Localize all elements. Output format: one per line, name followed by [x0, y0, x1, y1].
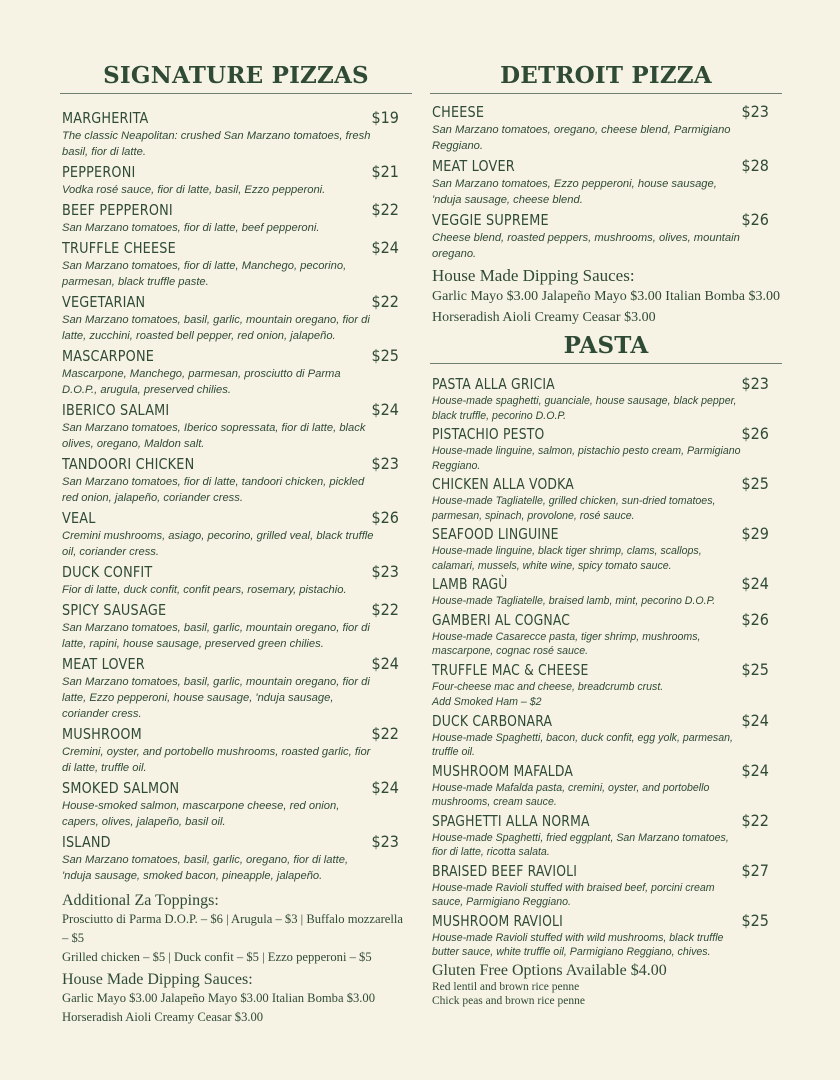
- menu-item: [62, 724, 412, 776]
- menu-item-description: Cremini, oyster, and portobello mushrooms, roasted garlic, fior di latte, truffle oil.: [62, 746, 371, 774]
- menu-item: [62, 238, 412, 290]
- menu-item-price: $24: [371, 238, 400, 257]
- toppings-title: Additional Za Toppings:: [62, 892, 219, 909]
- menu-item-description: House-smoked salmon, mascarpone cheese, red onion, capers, olives, jalapeño, basil oil.: [62, 800, 340, 828]
- menu-item-header: [62, 238, 412, 257]
- menu-item: [62, 600, 412, 652]
- menu-item-price: $24: [741, 760, 770, 780]
- menu-item-price: $24: [371, 400, 400, 419]
- menu-item-description: House-made Ravioli stuffed with braised beef, porcini cream sauce, Parmigiano Reggiano.: [432, 881, 715, 908]
- menu-item-name: PISTACHIO PESTO: [432, 425, 545, 443]
- menu-item-name: ISLAND: [62, 833, 111, 851]
- menu-item-price: $19: [371, 108, 400, 127]
- menu-item-name: MUSHROOM RAVIOLI: [432, 911, 563, 930]
- menu-item: [432, 610, 782, 659]
- right-sauces-text: Garlic Mayo $3.00 Jalapeño Mayo $3.00 Italian Bomba $3.00 Horseradish Aioli Creamy Ceasar $3.00: [432, 289, 780, 325]
- menu-item: [62, 162, 412, 198]
- toppings-line-1: Prosciutto di Parma D.O.P. – $6 | Arugula – $3 | Buffalo mozzarella – $5: [62, 912, 403, 945]
- menu-item-name: CHEESE: [432, 103, 485, 121]
- menu-item-header: [432, 424, 782, 443]
- menu-item-description: House-made linguine, black tiger shrimp, clams, scallops, calamari, mussels, white wine, spicy tomato sauce.: [432, 545, 702, 572]
- menu-item-name: IBERICO SALAMI: [62, 401, 170, 419]
- menu-item-name: MUSHROOM: [62, 725, 142, 743]
- menu-item-header: [62, 562, 412, 581]
- menu-item-description: House-made Casarecce pasta, tiger shrimp, mushrooms, mascarpone, cognac rosé sauce.: [432, 630, 701, 657]
- gluten-free-option-2: Chick peas and brown rice penne: [432, 994, 585, 1007]
- menu-item: [62, 454, 412, 506]
- menu-item-header: [432, 102, 782, 121]
- menu-item: [62, 562, 412, 598]
- menu-item-price: $21: [371, 162, 400, 181]
- menu-item-price: $27: [741, 860, 770, 880]
- toppings-line-2: Grilled chicken – $5 | Duck confit – $5 | Ezzo pepperoni – $5: [62, 950, 372, 964]
- menu-item-price: $23: [371, 832, 400, 851]
- menu-item-price: $24: [371, 778, 400, 797]
- menu-item-description: San Marzano tomatoes, fior di latte, Manchego, pecorino, parmesan, black truffle paste.: [62, 260, 347, 288]
- menu-item-name: MEAT LOVER: [432, 157, 515, 175]
- menu-item-name: MUSHROOM MAFALDA: [432, 761, 574, 780]
- detroit-pizza-title: DETROIT PIZZA: [430, 62, 782, 94]
- menu-item-name: MEAT LOVER: [62, 655, 145, 673]
- menu-item-price: $22: [371, 292, 400, 311]
- menu-item-description: Fior di latte, duck confit, confit pears, rosemary, pistachio.: [62, 584, 347, 596]
- menu-item-name: TRUFFLE CHEESE: [62, 239, 176, 257]
- menu-item-description: San Marzano tomatoes, fior di latte, beef pepperoni.: [62, 222, 320, 234]
- menu-item: [432, 524, 782, 573]
- menu-item-header: [432, 374, 782, 393]
- menu-item-description: House-made Mafalda pasta, cremini, oyster, and portobello mushrooms, cream sauce.: [432, 781, 710, 808]
- menu-item-price: $22: [371, 724, 400, 743]
- menu-item: [432, 102, 782, 154]
- menu-item: [432, 474, 782, 523]
- signature-pizzas-column: [60, 0, 412, 1027]
- menu-item-name: VEGETARIAN: [62, 293, 146, 311]
- menu-item-header: [432, 474, 782, 493]
- menu-item: [432, 574, 782, 609]
- menu-item-header: [62, 724, 412, 743]
- menu-item-price: $26: [741, 424, 770, 443]
- left-sauces-text: Garlic Mayo $3.00 Jalapeño Mayo $3.00 Italian Bomba $3.00 Horseradish Aioli Creamy Ceasar $3.00: [62, 991, 376, 1024]
- menu-item-price: $23: [741, 374, 770, 393]
- right-column: [430, 0, 782, 1008]
- menu-item-description: Vodka rosé sauce, fior di latte, basil, Ezzo pepperoni.: [62, 184, 326, 196]
- menu-item-price: $29: [741, 524, 770, 543]
- menu-item-name: BRAISED BEEF RAVIOLI: [432, 861, 578, 880]
- menu-item: [62, 400, 412, 452]
- menu-item-name: LAMB RAGÙ: [432, 575, 508, 593]
- gluten-free-title: Gluten Free Options Available $4.00: [432, 961, 667, 979]
- menu-item-name: BEEF PEPPERONI: [62, 201, 173, 219]
- menu-item: [432, 761, 782, 810]
- menu-item-price: $28: [741, 156, 770, 175]
- left-sauces-title: House Made Dipping Sauces:: [62, 971, 253, 988]
- menu-item-name: PASTA ALLA GRICIA: [432, 375, 555, 393]
- menu-item: [62, 346, 412, 398]
- menu-item: [432, 210, 782, 262]
- menu-item-header: [62, 292, 412, 311]
- menu-item: [432, 424, 782, 473]
- menu-item-description: San Marzano tomatoes, basil, garlic, mountain oregano, fior di latte, zucchini, roasted bell pepper, red onion, jalapeño.: [62, 314, 370, 342]
- menu-item-header: [62, 400, 412, 419]
- menu-item-name: MASCARPONE: [62, 347, 155, 365]
- menu-item-description: San Marzano tomatoes, basil, garlic, mountain oregano, fior di latte, rapini, house sausage, preserved green chilies.: [62, 622, 370, 650]
- menu-item-header: [62, 454, 412, 473]
- menu-item-price: $24: [371, 654, 400, 673]
- menu-item-description: House-made Spaghetti, fried eggplant, San Marzano tomatoes, fior di latte, ricotta salata.: [432, 831, 729, 858]
- menu-item-price: $26: [371, 508, 400, 527]
- menu-item-price: $25: [741, 474, 770, 493]
- menu-item-header: [62, 600, 412, 619]
- menu-item-description: San Marzano tomatoes, oregano, cheese blend, Parmigiano Reggiano.: [432, 124, 731, 152]
- menu-item-price: $26: [741, 210, 770, 229]
- menu-item-description: House-made linguine, salmon, pistachio pesto cream, Parmigiano Reggiano.: [432, 445, 741, 472]
- menu-item-price: $23: [371, 562, 400, 581]
- pasta-list: [430, 374, 782, 960]
- menu-item-name: PEPPERONI: [62, 163, 136, 181]
- menu-item: [432, 374, 782, 423]
- menu-item: [62, 292, 412, 344]
- menu-item-price: $23: [371, 454, 400, 473]
- menu-item-description: Mascarpone, Manchego, parmesan, prosciutto di Parma D.O.P., arugula, preserved chilies.: [62, 368, 341, 396]
- menu-item-header: [432, 861, 782, 880]
- menu-item-header: [432, 524, 782, 543]
- menu-item-description: House-made Tagliatelle, braised lamb, mint, pecorino D.O.P.: [432, 595, 716, 607]
- menu-item-header: [62, 778, 412, 797]
- menu-item-name: MARGHERITA: [62, 109, 149, 127]
- menu-item-price: $25: [741, 659, 770, 679]
- menu-item-header: [432, 711, 782, 730]
- menu-item-extra: Add Smoked Ham – $2: [432, 696, 542, 708]
- signature-pizzas-title: SIGNATURE PIZZAS: [60, 62, 412, 94]
- menu-item-price: $26: [741, 609, 770, 629]
- menu-item-price: $25: [741, 910, 770, 930]
- menu-item-header: [432, 610, 782, 629]
- menu-item-description: House-made spaghetti, guanciale, house sausage, black pepper, black truffle, pecorino D.O.P.: [432, 395, 737, 422]
- menu-item-description: San Marzano tomatoes, Ezzo pepperoni, house sausage, 'nduja sausage, cheese blend.: [432, 178, 717, 206]
- menu-item: [432, 660, 782, 710]
- menu-item-price: $23: [741, 102, 770, 121]
- menu-item-description: San Marzano tomatoes, fior di latte, tandoori chicken, pickled red onion, jalapeño, coriander cress.: [62, 476, 365, 504]
- signature-pizzas-list: [60, 108, 412, 884]
- detroit-pizza-list: [430, 102, 782, 262]
- menu-item: [62, 832, 412, 884]
- menu-item-header: [62, 832, 412, 851]
- menu-item-price: $24: [741, 710, 770, 730]
- menu-item-header: [62, 200, 412, 219]
- menu-item-header: [432, 811, 782, 830]
- menu-item-name: DUCK CARBONARA: [432, 711, 553, 730]
- menu-item-name: SMOKED SALMON: [62, 779, 180, 797]
- menu-item: [432, 711, 782, 760]
- menu-item-header: [62, 162, 412, 181]
- menu-item: [62, 200, 412, 236]
- menu-item-description: San Marzano tomatoes, Iberico sopressata, fior di latte, black olives, oregano, Maldon salt.: [62, 422, 366, 450]
- menu-item-name: VEGGIE SUPREME: [432, 211, 549, 229]
- menu-item-price: $22: [371, 200, 400, 219]
- menu-item-header: [62, 108, 412, 127]
- menu-item-header: [432, 574, 782, 593]
- menu-item-name: SEAFOOD LINGUINE: [432, 525, 559, 543]
- menu-item-description: San Marzano tomatoes, basil, garlic, mountain oregano, fior di latte, Ezzo pepperoni, house sausage, 'nduja sausage, coriander cress.: [62, 676, 370, 720]
- menu-item-name: GAMBERI AL COGNAC: [432, 610, 571, 629]
- menu-item-description: House-made Spaghetti, bacon, duck confit, egg yolk, parmesan, truffle oil.: [432, 731, 733, 758]
- menu-item-description: House-made Ravioli stuffed with wild mushrooms, black truffle butter sauce, white truffle oil, Parmigiano Reggiano, chives.: [432, 931, 724, 958]
- menu-item-description: Cremini mushrooms, asiago, pecorino, grilled veal, black truffle oil, coriander cress.: [62, 530, 374, 558]
- menu-item-name: VEAL: [62, 509, 96, 527]
- menu-item-header: [62, 654, 412, 673]
- menu-item-description: San Marzano tomatoes, basil, garlic, oregano, fior di latte, 'nduja sausage, smoked bacon, pineapple, jalapeño.: [62, 854, 349, 882]
- menu-item-description: House-made Tagliatelle, grilled chicken, sun-dried tomatoes, parmesan, spinach, provolone, rosé sauce.: [432, 495, 716, 522]
- menu-item-header: [432, 911, 782, 930]
- right-sauces-title: House Made Dipping Sauces:: [432, 266, 635, 285]
- menu-item: [62, 508, 412, 560]
- menu-item: [62, 778, 412, 830]
- menu-item: [432, 861, 782, 910]
- menu-item-header: [62, 508, 412, 527]
- menu-item: [432, 156, 782, 208]
- menu-item: [62, 654, 412, 722]
- menu-item-name: DUCK CONFIT: [62, 563, 153, 581]
- menu-item: [432, 811, 782, 860]
- menu-item-name: TANDOORI CHICKEN: [62, 455, 195, 473]
- menu-item: [62, 108, 412, 160]
- menu-item-header: [432, 156, 782, 175]
- menu-item-description: Four-cheese mac and cheese, breadcrumb crust.: [432, 680, 664, 693]
- menu-item-description: The classic Neapolitan: crushed San Marzano tomatoes, fresh basil, fior di latte.: [62, 130, 371, 158]
- menu-item-header: [62, 346, 412, 365]
- menu-item-name: SPAGHETTI ALLA NORMA: [432, 811, 590, 830]
- menu-item-header: [432, 210, 782, 229]
- menu-item-header: [432, 660, 782, 679]
- menu-item-price: $24: [741, 574, 770, 593]
- menu-item-name: TRUFFLE MAC & CHEESE: [432, 660, 589, 679]
- menu-item-header: [432, 761, 782, 780]
- menu-item-price: $25: [371, 346, 400, 365]
- menu-item-name: SPICY SAUSAGE: [62, 601, 167, 619]
- menu-item: [432, 911, 782, 960]
- menu-item-price: $22: [371, 600, 400, 619]
- menu-item-name: CHICKEN ALLA VODKA: [432, 475, 574, 493]
- pasta-title: PASTA: [430, 332, 782, 364]
- menu-item-description: Cheese blend, roasted peppers, mushrooms, olives, mountain oregano.: [432, 232, 740, 260]
- gluten-free-option-1: Red lentil and brown rice penne: [432, 980, 580, 993]
- menu-item-price: $22: [741, 810, 770, 830]
